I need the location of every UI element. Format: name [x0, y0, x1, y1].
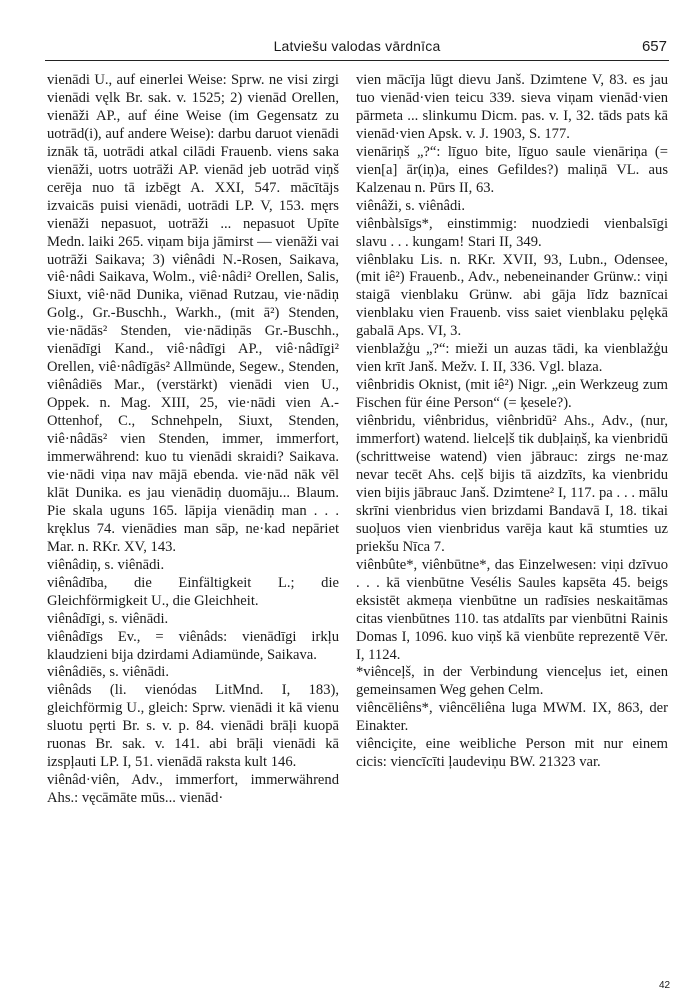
right-column — [356, 72, 668, 772]
entry-vienazi: viênâži, s. viênâdi. — [356, 197, 466, 214]
page-header — [45, 38, 669, 61]
left-column — [47, 72, 339, 808]
entry-vienblaku: viênblaku Lis. n. RKr. XVII, 93, Lubn., Odensee, (mit iê²) Frauenb., Adv., nebeneinander Grünw.: viņi staigā vienblaku Grünw. abi gāja līdz baznīcai vienblaku vien Frauenb. viss saiet vienblaku pęlękā gabalā Aps. VI, 3. — [356, 251, 668, 340]
entry-vienbalsigs: viênbàlsīgs*, einstimmig: nuodziedi vienbalsīgi slavu . . . kungam! Stari II, 349. — [356, 215, 668, 250]
entry-vienadi-continued: vienādi U., auf einerlei Weise: Sprw. ne visi zirgi vienādi vęlk Br. sak. v. 1525; 2) vienād Orellen, vienāži AP., auf éine Weise (im Gegensatz zu uotrād(i), auf andere Weise): darbu daruot vienādi iznāk tā, uotrādi atkal cilādi Frauenb. viens saka vienāži, uotrs uotrāži AP. vienād jeb uotrād viņš cerēja nuo tā izbēgt A. XXI, 547. mācītājs izvaicās puisi vienādi, uotrādi LP. V, 153. męrs vienāži nepasuot, uotrāži ... nepasuot Upīte Medn. laiki 265. viņam bija jāmirst — vienāži vai uotrāži Saikava; 3) viênâdi N.-Rosen, Saikava, viê·nâdi Saikava, Wolm., viê·nâdi² Orellen, Salis, Siuxt, viê·nād Dunika, viēnad Rutzau, vie·nādiņ Golg., Gr.-Buschh., Warkh., (mit ā²) Stenden, vie·nādās² Stenden, vie·nādiņās Gr.-Buschh., vienādīgi Kand., viê·nâdīgi AP., viê·nâdīgi² Orellen, viê·nâdīgās² Allmünde, Segew., Stenden, viênâdiēs Mar., (verstärkt) vienādi vien U., Oppek. n. Mag. XIII, 25, vie·nādi vien A.-Ottenhof, C., Schnehpeln, Siuxt, Stenden, viê·nâdās² vien Stenden, immer, immerfort, immerwährend: kuo tu vienādi skraidi? Saikava. vie·nādi viņa nav mājā ebenda. vie·nād nāk vēl klāt Dunika. es jau vienādiņ duomāju... Blaum. Pie skala uguns 165. lāpija vienādiņ man . . . kręklus 74. vienādies man sāp, ne·kad nepāriet Mar. n. RKr. XV, 143. — [47, 72, 339, 555]
entry-vienceļs: *viênceļš, in der Verbindung vienceļus iet, einen gemeinsamen Weg gehen Celm. — [356, 664, 668, 699]
entry-vienadigs: viênâdīgs Ev., = viênâds: vienādīgi irkļu klaudzieni bija dzirdami Adiamünde, Saikava. — [47, 628, 339, 663]
entry-vienadigi: viênâdīgi, s. viênādi. — [47, 610, 169, 627]
entry-vienbridis: viênbridis Oknist, (mit iê²) Nigr. „ein Werkzeug zum Fischen für éine Person“ (= ķesele?). — [356, 377, 668, 412]
sheet-signature: 42 — [659, 980, 671, 991]
entry-vienads: viênâds (li. vienódas LitMnd. I, 183), gleichförmig U., gleich: Sprw. vienādi it kā vienu sluotu pęrti Br. s. v. p. 84. vienādi brāļi kuopā ruonas Br. sak. v. 141. abi brāļi vienādi kā izspļauti LP. I, 51. vienādā raksta kult 146. — [47, 682, 339, 771]
entry-viencicite: viênciçite, eine weibliche Person mit nur einem cicis: viencīcīti ļaudeviņu BW. 21323 var. — [356, 736, 668, 771]
entry-vienblazgu: vienblažģu „?“: mieži un auzas tādi, ka vienblažģu vien krīt Janš. Mežv. I. II, 336. Vgl. blaza. — [356, 341, 668, 376]
entry-vienbridu: viênbridu, viênbridus, viênbridū² Ahs., Adv., (nur, immerfort) watend. lielceļš tik dubļaiņš, ka vienbridū (schrittweise watend) vien jābrauc: zirgs ne·maz nevar tecēt Ahs. ceļš bijis tā aizdzīts, ka vienbridu vien bijis jābrauc Janš. Dzimtene² I, 117. pa . . . mālu skrīni vienbridus vien brizdami Bandavā I, 18. tikai suoļuos vien vienbridus varēja kaut kā stumties uz priekšu Nīca 7. — [356, 413, 668, 555]
entry-vienadin: viênâdiņ, s. viênādi. — [47, 556, 165, 573]
page-number: 657 — [641, 38, 667, 55]
entry-vienadvien: viênâd·viên, Adv., immerfort, immerwährend Ahs.: vęcāmāte mūs... vienād· — [47, 772, 339, 807]
entry-vienadies: viênâdiēs, s. viênādi. — [47, 664, 169, 681]
entry-vienadvien-continued: vien mācīja lūgt dievu Janš. Dzimtene V, 83. es jau tuo vienād·vien teicu 339. sieva viņam vienād·vien pārmeta ... slinkumu Dicm. pas. v. I, 32. tāds pats kā vienād·vien Apsk. v. J. 1903, S. 177. — [356, 72, 668, 142]
entry-vienarins: vienāriņš „?“: līguo bite, līguo saule vienāriņa (= vien[a] ār(iņ)a, eines Gefildes?) maliņā VL. aus Kalzenau n. Pūrs II, 63. — [356, 143, 668, 196]
entry-vienbute: viênbûte*, viênbūtne*, das Einzelwesen: viņi dzīvuo . . . kā vienbūtne Vesélis Saules kapsēta 45. beigs eksistēt akmeņa vienbūtne un radīsies neskaitāmas citas vienbūtnes 110. tas atdalīts par vienbūtni Rainis Domas I, 1096. kuo viņš kā vienbūte reprezentē Vēr. I, 1124. — [356, 556, 668, 663]
entry-viencelienss: viêncēliêns*, viêncēliêna luga MWM. IX, 863, der Einakter. — [356, 700, 668, 735]
running-title: Latviešu valodas vārdnīca — [273, 38, 441, 54]
entry-vienadiba: viênâdība, die Einfältigkeit L.; die Gleichförmigkeit U., die Gleichheit. — [47, 574, 339, 609]
